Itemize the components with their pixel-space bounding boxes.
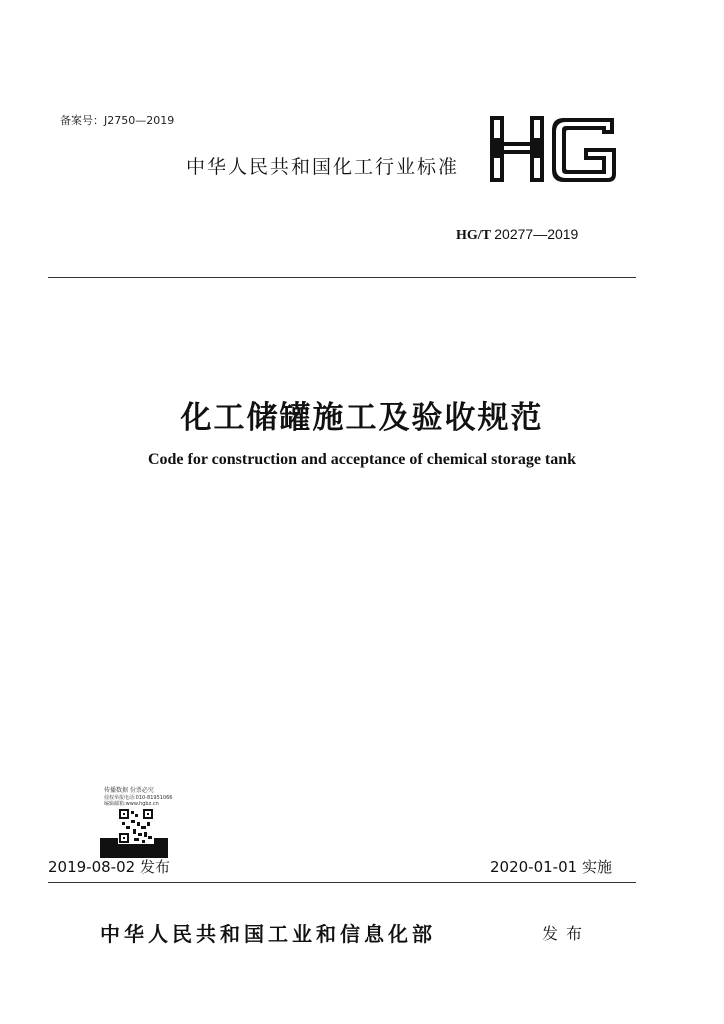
top-divider: [48, 277, 636, 278]
qr-code-icon: [100, 808, 168, 858]
anti-counterfeit-label: [100, 787, 173, 858]
bottom-divider: [48, 882, 636, 883]
implementation-date: 2020-01-01 实施: [490, 858, 612, 876]
issuing-authority: 中华人民共和国工业和信息化部: [100, 922, 436, 946]
qr-caption-line2: 侵权举报电话:010-81951066: [104, 795, 173, 801]
standard-number-prefix: HG/T: [456, 228, 491, 243]
hg-logo: [488, 112, 620, 186]
document-title-english: Code for construction and acceptance of chemical storage tank: [147, 451, 577, 468]
hg-logo-icon: [488, 112, 620, 186]
qr-caption-line3: 编辑邮箱:www.hgbz.cn: [104, 801, 159, 807]
standard-category: 中华人民共和国化工行业标准: [186, 156, 460, 178]
issue-date: 2019-08-02 发布: [48, 858, 170, 876]
qr-caption-line1: 传播数据 份票必究: [104, 787, 154, 794]
document-title: 化工储罐施工及验收规范: [180, 400, 544, 436]
standard-number-value: 20277—2019: [494, 226, 579, 242]
issue-label: 发布: [542, 924, 591, 943]
standard-number: [456, 226, 578, 244]
filing-number: 备案号：J2750—2019: [60, 114, 175, 127]
